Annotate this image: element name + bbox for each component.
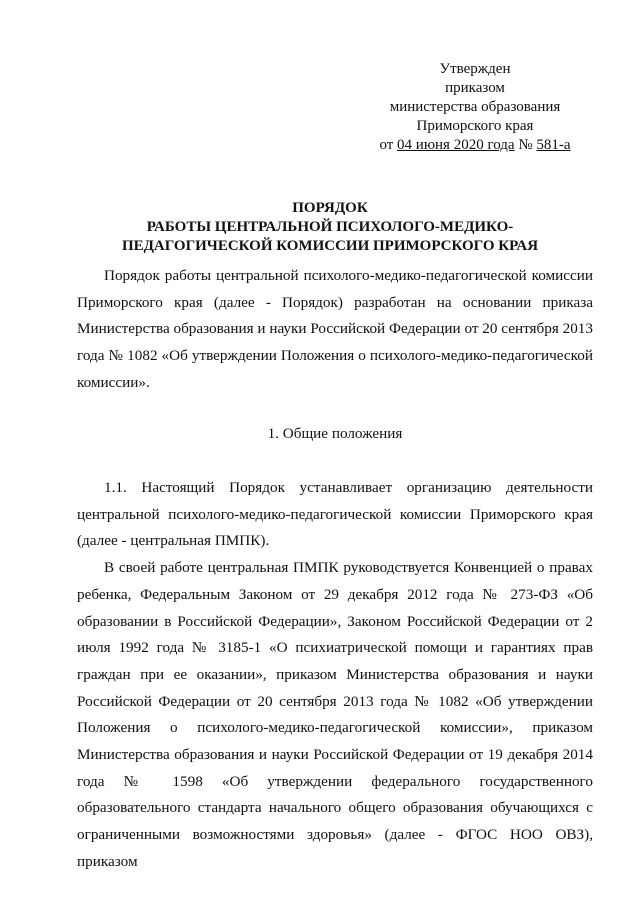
approval-line-region: Приморского края — [416, 118, 534, 134]
intro-paragraph: Порядок работы центральной психолого-медико-педагогической комиссии Приморского края (далее - Порядок) разработан на основании приказа Министерства образования и науки Российской Федерации от 20 сентября 2013 года № 1082 «Об утверждении Положения о психолого-медико-педагогической комиссии». — [77, 267, 593, 391]
paragraph-1-1: 1.1. Настоящий Порядок устанавливает организацию деятельности центральной психолого-медико-педагогической комиссии Приморского края (далее - центральная ПМПК). — [77, 479, 593, 550]
section-heading: 1. Общие положения — [267, 425, 403, 442]
approval-line-ministry: министерства образования — [389, 99, 561, 115]
document-title — [80, 199, 580, 256]
approval-number: 581-а — [536, 137, 571, 153]
title-line-3: ПЕДАГОГИЧЕСКОЙ КОМИССИИ ПРИМОРСКОГО КРАЯ — [121, 238, 539, 254]
intro-block — [77, 263, 593, 397]
approval-block — [360, 60, 590, 155]
paragraph-legal-basis: В своей работе центральная ПМПК руководствуется Конвенцией о правах ребенка, Федеральным Законом от 29 декабря 2012 года № 273-ФЗ «Об образовании в Российской Федерации», Законом Российской Федерации от 2 июля 1992 года № 3185-1 «О психиатрической помощи и гарантиях прав граждан при ее оказании», приказом Министерства образования и науки Российской Федерации от 20 сентября 2013 года № 1082 «Об утверждении Положения о психолого-медико-педагогической комиссии», приказом Министерства образования и науки Российской Федерации от 19 декабря 2014 года № 1598 «Об утверждении федерального государственного образовательного стандарта начального общего образования обучающихся с ограниченными возможностями здоровья» (далее - ФГОС НОО ОВЗ), приказом — [77, 559, 593, 870]
approval-number-prefix: № — [514, 137, 537, 153]
section-body — [77, 475, 593, 876]
title-line-1: ПОРЯДОК — [292, 200, 368, 216]
title-line-2: РАБОТЫ ЦЕНТРАЛЬНОЙ ПСИХОЛОГО-МЕДИКО- — [146, 219, 514, 235]
approval-date-prefix: от — [379, 137, 398, 153]
approval-date: 04 июня 2020 года — [397, 137, 515, 153]
approval-line-date — [360, 136, 590, 155]
approval-line-approved: Утвержден — [439, 61, 511, 77]
approval-line-order: приказом — [445, 80, 505, 96]
